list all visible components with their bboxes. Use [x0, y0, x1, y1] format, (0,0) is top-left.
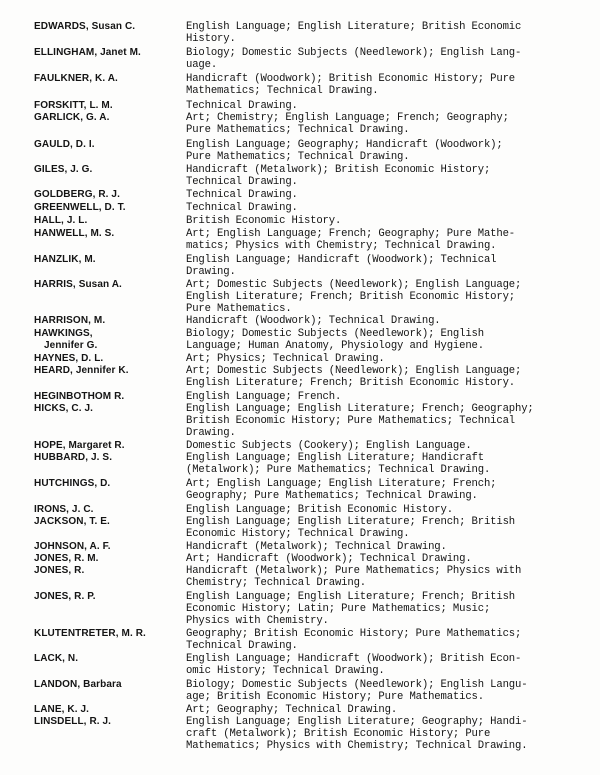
subject-line: Handicraft (Metalwork); British Economic History; [186, 164, 491, 176]
subject-list [186, 403, 571, 440]
subject-list [186, 716, 571, 753]
subject-line: (Metalwork); Pure Mathematics; Technical Drawing. [186, 464, 491, 477]
student-name [34, 391, 184, 403]
student-name [34, 189, 184, 201]
subject-line: age; British Economic History; Pure Mathematics. [186, 691, 484, 704]
student-name-line: Jennifer G. [44, 340, 98, 351]
subject-list [186, 202, 571, 214]
student-name [34, 202, 184, 214]
subject-line: matics; Physics with Chemistry; Technical Drawing. [186, 240, 497, 253]
student-name-line: FAULKNER, K. A. [34, 73, 118, 84]
subject-list [186, 365, 571, 389]
student-name-line: HUBBARD, J. S. [34, 452, 113, 463]
subject-list [186, 541, 571, 553]
subject-line: Art; Chemistry; English Language; French; Geography; [186, 112, 509, 124]
subject-list [186, 591, 571, 628]
subject-list [186, 164, 571, 188]
student-name-line: HANWELL, M. S. [34, 228, 115, 239]
subject-line: Technical Drawing. [186, 640, 298, 653]
student-name [34, 353, 184, 365]
subject-line: Pure Mathematics. [186, 303, 292, 316]
subject-line: British Economic History; Pure Mathematics; Technical [186, 415, 515, 428]
subject-line: Art; Domestic Subjects (Needlework); English Language; [186, 365, 522, 377]
subject-line: English Language; English Literature; French; Geography; [186, 403, 534, 415]
student-name-line: LANDON, Barbara [34, 679, 122, 690]
subject-list [186, 478, 571, 502]
student-name-line: JONES, R. P. [34, 591, 96, 602]
subject-line: Technical Drawing. [186, 100, 298, 112]
subject-line: English Language; Handicraft (Woodwork); Technical [186, 254, 497, 266]
student-name-line: HARRISON, M. [34, 315, 106, 326]
subject-line: Art; Geography; Technical Drawing. [186, 704, 398, 716]
subject-list [186, 679, 571, 703]
subject-list [186, 553, 571, 565]
subject-line: Handicraft (Woodwork); Technical Drawing. [186, 315, 441, 327]
subject-line: Economic History; Technical Drawing. [186, 528, 410, 541]
student-name [34, 254, 184, 266]
subject-list [186, 452, 571, 476]
subject-list [186, 391, 571, 403]
subject-line: English Language; British Economic History. [186, 504, 453, 516]
subject-line: Mathematics; Physics with Chemistry; Technical Drawing. [186, 740, 528, 753]
subject-line: Pure Mathematics; Technical Drawing. [186, 151, 410, 164]
subject-line: British Economic History. [186, 215, 342, 227]
student-name [34, 541, 184, 553]
subject-list [186, 516, 571, 540]
student-name-line: LINSDELL, R. J. [34, 716, 112, 727]
subject-list [186, 279, 571, 316]
subject-line: Technical Drawing. [186, 189, 298, 201]
student-name [34, 279, 184, 291]
student-name-line: GREENWELL, D. T. [34, 202, 126, 213]
subject-list [186, 653, 571, 677]
subject-list [186, 21, 571, 45]
student-name-line: JACKSON, T. E. [34, 516, 110, 527]
student-name [34, 553, 184, 565]
subject-line: Biology; Domestic Subjects (Needlework); English Lang- [186, 47, 522, 59]
student-name-line: HARRIS, Susan A. [34, 279, 122, 290]
student-name [34, 315, 184, 327]
subject-line: Handicraft (Woodwork); British Economic History; Pure [186, 73, 515, 85]
subject-list [186, 315, 571, 327]
subject-line: Technical Drawing. [186, 176, 298, 189]
student-name-line: GAULD, D. I. [34, 139, 95, 150]
student-name [34, 628, 184, 640]
subject-line: English Language; French. [186, 391, 342, 403]
student-name [34, 679, 184, 691]
subject-line: omic History; Technical Drawing. [186, 665, 385, 678]
student-name-line: LACK, N. [34, 653, 79, 664]
subject-line: Drawing. [186, 427, 236, 440]
student-name [34, 112, 184, 124]
subject-list [186, 112, 571, 136]
student-name [34, 47, 184, 59]
student-name [34, 653, 184, 665]
subject-line: Art; English Language; French; Geography; Pure Mathe- [186, 228, 515, 240]
subject-list [186, 215, 571, 227]
student-name [34, 139, 184, 151]
student-name-line: HALL, J. L. [34, 215, 88, 226]
subject-line: English Language; English Literature; French; British [186, 516, 515, 528]
subject-list [186, 73, 571, 97]
subject-list [186, 189, 571, 201]
student-name [34, 328, 184, 352]
student-name-line: HEGINBOTHOM R. [34, 391, 125, 402]
subject-line: Language; Human Anatomy, Physiology and Hygiene. [186, 340, 484, 353]
student-name-line: FORSKITT, L. M. [34, 100, 113, 111]
student-name [34, 704, 184, 716]
subject-line: English Language; Handicraft (Woodwork); British Econ- [186, 653, 522, 665]
subject-line: Biology; Domestic Subjects (Needlework); English [186, 328, 484, 340]
subject-line: Biology; Domestic Subjects (Needlework); English Langu- [186, 679, 528, 691]
subject-list [186, 139, 571, 163]
subject-line: uage. [186, 59, 218, 72]
student-name [34, 403, 184, 415]
subject-line: English Language; Geography; Handicraft (Woodwork); [186, 139, 503, 151]
student-name-line: JOHNSON, A. F. [34, 541, 111, 552]
student-name-line: HEARD, Jennifer K. [34, 365, 129, 376]
subject-line: Drawing. [186, 266, 236, 279]
subject-line: Art; Physics; Technical Drawing. [186, 353, 385, 365]
subject-list [186, 440, 571, 452]
student-name-line: JONES, R. [34, 565, 85, 576]
subject-line: English Language; English Literature; French; British [186, 591, 515, 603]
student-name-line: LANE, K. J. [34, 704, 89, 715]
student-name-line: HAYNES, D. L. [34, 353, 104, 364]
student-name [34, 565, 184, 577]
subject-list [186, 504, 571, 516]
subject-line: Art; Domestic Subjects (Needlework); English Language; [186, 279, 522, 291]
subject-line: Physics with Chemistry. [186, 615, 329, 628]
subject-line: Pure Mathematics; Technical Drawing. [186, 124, 410, 137]
subject-line: English Literature; French; British Economic History. [186, 377, 515, 390]
student-name-line: HICKS, C. J. [34, 403, 93, 414]
subject-list [186, 565, 571, 589]
subject-line: Technical Drawing. [186, 202, 298, 214]
student-name-line: JONES, R. M. [34, 553, 99, 564]
subject-line: Geography; Pure Mathematics; Technical Drawing. [186, 490, 478, 503]
subject-list [186, 47, 571, 71]
student-name-line: HOPE, Margaret R. [34, 440, 125, 451]
student-name-line: EDWARDS, Susan C. [34, 21, 136, 32]
subject-line: English Language; English Literature; Handicraft [186, 452, 484, 464]
subject-list [186, 328, 571, 352]
subject-line: Handicraft (Metalwork); Technical Drawing. [186, 541, 447, 553]
student-name [34, 516, 184, 528]
student-name-line: HANZLIK, M. [34, 254, 96, 265]
subject-line: Geography; British Economic History; Pure Mathematics; [186, 628, 522, 640]
subject-line: Handicraft (Metalwork); Pure Mathematics; Physics with [186, 565, 522, 577]
student-name-line: KLUTENTRETER, M. R. [34, 628, 146, 639]
student-name [34, 215, 184, 227]
subject-line: craft (Metalwork); British Economic History; Pure [186, 728, 491, 741]
subject-line: Chemistry; Technical Drawing. [186, 577, 367, 590]
student-name-line: IRONS, J. C. [34, 504, 94, 515]
subject-list [186, 254, 571, 278]
student-name-line: HUTCHINGS, D. [34, 478, 111, 489]
subject-line: Domestic Subjects (Cookery); English Language. [186, 440, 472, 452]
student-name [34, 504, 184, 516]
subject-line: English Language; English Literature; Geography; Handi- [186, 716, 528, 728]
subject-list [186, 353, 571, 365]
subject-line: English Literature; French; British Economic History; [186, 291, 515, 304]
student-name [34, 100, 184, 112]
student-name [34, 716, 184, 728]
student-name [34, 591, 184, 603]
student-name [34, 228, 184, 240]
student-name-line: HAWKINGS, [34, 328, 93, 339]
student-name [34, 478, 184, 490]
student-name-line: ELLINGHAM, Janet M. [34, 47, 141, 58]
student-name [34, 365, 184, 377]
subject-list [186, 228, 571, 252]
student-name [34, 21, 184, 33]
subject-list [186, 100, 571, 112]
student-name-line: GOLDBERG, R. J. [34, 189, 120, 200]
student-name-line: GILES, J. G. [34, 164, 93, 175]
student-name-line: GARLICK, G. A. [34, 112, 110, 123]
student-name [34, 440, 184, 452]
student-name [34, 73, 184, 85]
subject-line: Art; Handicraft (Woodwork); Technical Drawing. [186, 553, 472, 565]
subject-list [186, 704, 571, 716]
subject-line: Mathematics; Technical Drawing. [186, 85, 379, 98]
subject-line: English Language; English Literature; British Economic [186, 21, 522, 33]
subject-line: Art; English Language; English Literature; French; [186, 478, 497, 490]
student-name [34, 164, 184, 176]
student-name [34, 452, 184, 464]
subject-line: History. [186, 33, 236, 46]
subject-line: Economic History; Latin; Pure Mathematics; Music; [186, 603, 491, 616]
subject-list [186, 628, 571, 652]
